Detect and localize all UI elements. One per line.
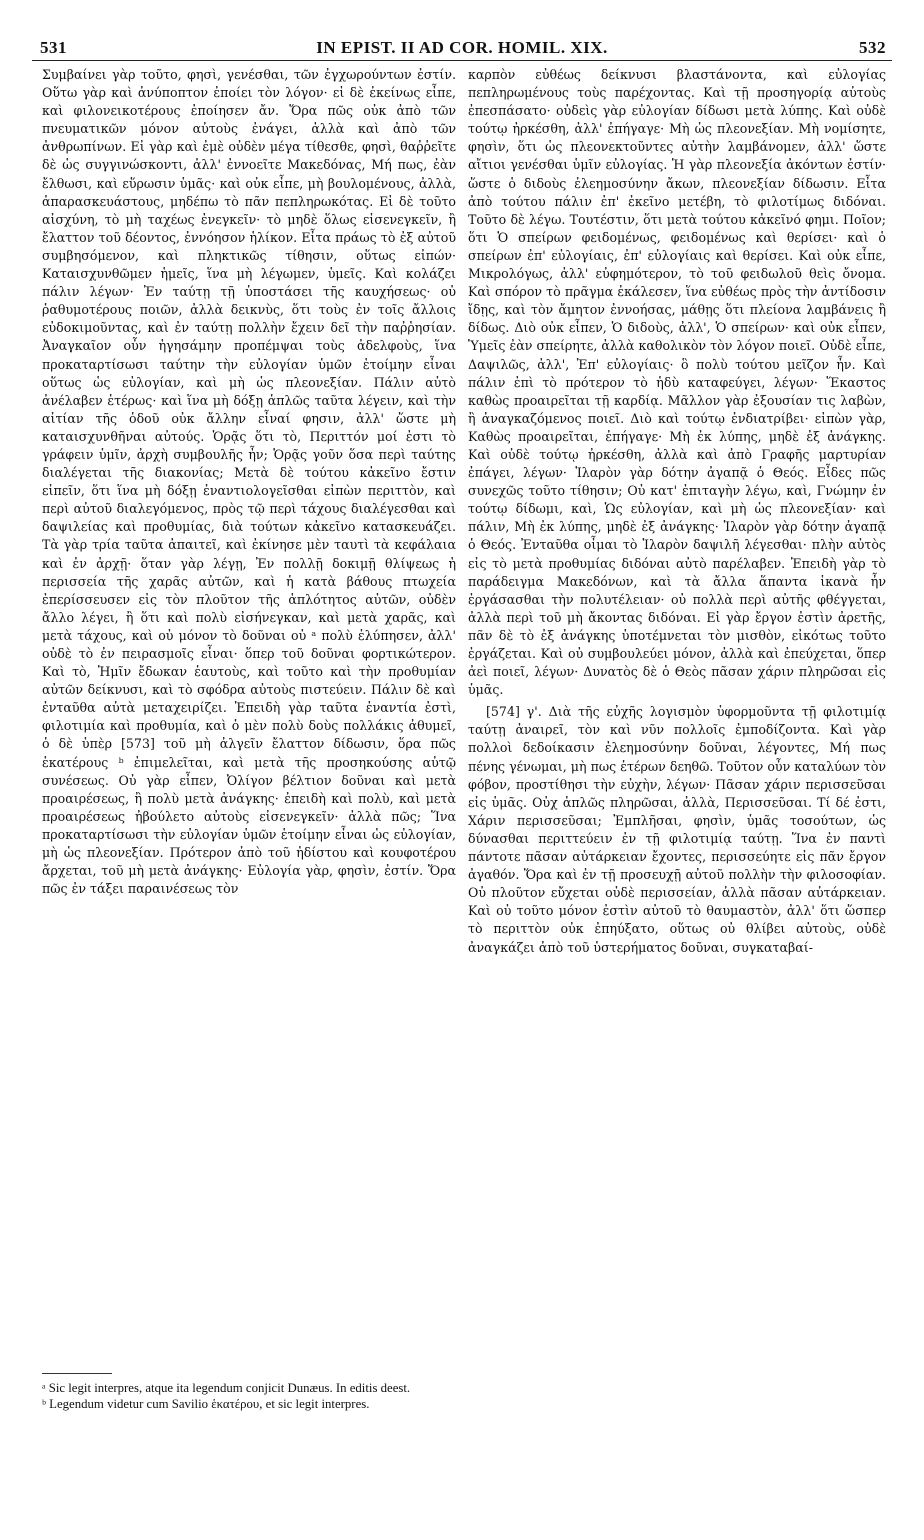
header-rule: [32, 60, 892, 61]
running-title: IN EPIST. II AD COR. HOMIL. XIX.: [316, 38, 608, 57]
footnote-rule: [42, 1373, 112, 1374]
page-number-right: 532: [859, 38, 886, 57]
right-column: [468, 66, 886, 957]
right-column-paragraph-1: καρπὸν εὐθέως δείκνυσι βλαστάνοντα, καὶ εὐλογίας πεπληρωμένους τοὺς παρέχοντας. Καὶ τῇ προσηγορίᾳ αὐτοὺς ἐπεσπάσατο· οὐδεὶς γὰρ εὐλογίαν δίδωσι μετὰ λύπης. Καὶ οὐδὲ τούτῳ ἠρκέσθη, ἀλλ' ἐπήγαγε· Μὴ ὡς πλεονεξίαν. Μὴ νομίσητε, φησὶν, ὅτι ὡς πλεονεκτοῦντες αὐτὴν λαμβάνομεν, ἀλλ' ὥστε αἴτιοι γενέσθαι ὑμῖν εὐλογίας. Ἡ γὰρ πλεονεξία ἀκόντων ἐστίν· ὥστε ὁ διδοὺς ἐλεημοσύνην ἄκων, πλεονεξίαν δίδωσιν. Εἶτα ἀπὸ τούτου πάλιν ἐπ' ἐκεῖνο μετέβη, τὸ φιλοτίμως διδόναι. Τοῦτο δὲ λέγω. Τουτέστιν, ὅτι μετὰ τούτου κἀκεῖνό φημι. Ποῖον; ὅτι Ὁ σπείρων φειδομένως, φειδομένως καὶ θερίσει· καὶ ὁ σπείρων ἐπ' εὐλογίαις, ἐπ' εὐλογίαις καὶ θερίσει. Καὶ οὐκ εἶπε, Μικρολόγως, ἀλλ' εὐφημότερον, τὸ τοῦ φειδωλοῦ θεὶς ὄνομα. Καὶ σπόρον τὸ πρᾶγμα ἐκάλεσεν, ἵνα εὐθέως πρὸς τὴν ἀντίδοσιν ἴδῃς, καὶ τὸν ἄμητον ἐννοήσας, μάθῃς ὅτι πλείονα λαμβάνεις ἢ δίδως. Διὸ οὐκ εἶπεν, Ὁ διδοὺς, ἀλλ', Ὁ σπείρων· καὶ οὐκ εἶπεν, Ὑμεῖς ἐὰν σπείρητε, ἀλλὰ καθολικὸν τὸν λόγον ποιεῖ. Οὐδὲ εἶπε, Δαψιλῶς, ἀλλ', Ἐπ' εὐλογίαις· ὃ πολὺ τούτου μεῖζον ἦν. Καὶ πάλιν ἐπὶ τὸ πρότερον τὸ ἡδὺ καταφεύγει, λέγων· Ἕκαστος καθὼς προαιρεῖται τῇ καρδίᾳ. Μᾶλλον γὰρ ἐξουσίαν τις λαβὼν, ἢ ἀναγκαζόμενος ποιεῖ. Διὸ καὶ τούτῳ ἐνδιατρίβει· εἰπὼν γὰρ, Καθὼς προαιρεῖται, ἐπήγαγε· Μὴ ἐκ λύπης, μηδὲ ἐξ ἀνάγκης. Καὶ οὐδὲ τούτῳ ἠρκέσθη, ἀλλὰ καὶ ἀπὸ Γραφῆς μαρτυρίαν ἐπάγει, λέγων· Ἱλαρὸν γὰρ δότην ἀγαπᾷ ὁ Θεός. Εἶδες πῶς συνεχῶς τοῦτο τίθησιν; Οὐ κατ' ἐπιταγὴν λέγω, καὶ, Γνώμην ἐν τούτῳ δίδωμι, καὶ, Ὡς εὐλογίαν, καὶ μὴ ὡς πλεονεξίαν· καὶ πάλιν, Μὴ ἐκ λύπης, μηδὲ ἐξ ἀνάγκης· Ἱλαρὸν γὰρ δότην ἀγαπᾷ ὁ Θεός. Ἐνταῦθα οἶμαι τὸ Ἱλαρὸν δαψιλῆ λέγεσθαι· πλὴν αὐτὸς εἰς τὸ μετὰ προθυμίας διδόναι αὐτὸ παρέλαβεν. Ἐπειδὴ γὰρ τὸ παράδειγμα Μακεδόνων, καὶ τὰ ἄλλα ἅπαντα ἱκανὰ ἦν ἐργάσασθαι τὴν πολυτέλειαν· οὐ πολλὰ περὶ αὐτῆς φθέγγεται, ἀλλὰ περὶ τοῦ μὴ ἄκοντας διδόναι. Εἰ γὰρ ἔργον ἐστὶν ἀρετῆς, πᾶν δὲ τὸ ἐξ ἀνάγκης ὑποτέμνεται τὸν μισθὸν, εἰκότως τοῦτο ἐργάζεται. Καὶ οὐ συμβουλεύει μόνον, ἀλλὰ καὶ ἐπεύχεται, ὅπερ ἀεὶ ποιεῖ, λέγων· Δυνατὸς δὲ ὁ Θεὸς πᾶσαν χάριν πληρῶσαι εἰς ὑμᾶς.: [468, 67, 886, 698]
right-column-paragraph-2: [574] γ'. Διὰ τῆς εὐχῆς λογισμὸν ὑφορμοῦντα τῇ φιλοτιμίᾳ ταύτῃ ἀναιρεῖ, τὸν καὶ νῦν πολλοῖς ἐμποδίζοντα. Καὶ γὰρ πολλοὶ δεδοίκασιν ἐλεημοσύνην δοῦναι, λέγοντες, Μή πως πένης γένωμαι, μὴ πως ἑτέρων δεηθῶ. Τοῦτον οὖν καταλύων τὸν φόβον, προστίθησι τὴν εὐχὴν, λέγων· Πᾶσαν χάριν περισσεῦσαι εἰς ὑμᾶς. Οὐχ ἁπλῶς πληρῶσαι, ἀλλὰ, Περισσεῦσαι. Τί δέ ἐστι, Χάριν περισσεῦσαι; Ἐμπλῆσαι, φησὶν, ὑμᾶς τοσούτων, ὡς δύνασθαι περιττεύειν ἐν τῇ φιλοτιμίᾳ ταύτῃ. Ἵνα ἐν παντὶ πάντοτε πᾶσαν αὐτάρκειαν ἔχοντες, περισσεύητε εἰς πᾶν ἔργον ἀγαθόν. Ὅρα καὶ ἐν τῇ προσευχῇ αὐτοῦ πολλὴν τὴν φιλοσοφίαν. Οὐ πλοῦτον εὔχεται οὐδὲ περισσείαν, ἀλλὰ πᾶσαν αὐτάρκειαν. Καὶ οὐ τοῦτο μόνον ἐστὶν αὐτοῦ τὸ θαυμαστὸν, ἀλλ' ὅτι ὥσπερ τὸ περιττὸν οὐκ ἐπηύξατο, οὕτως οὐ θλίβει αὐτοὺς, οὐδὲ ἀναγκάζει ἀπὸ τοῦ ὑστερήματος δοῦναι, συγκαταβαί-: [468, 704, 886, 955]
left-column-text: Συμβαίνει γὰρ τοῦτο, φησὶ, γενέσθαι, τῶν ἐγχωρούντων ἐστίν. Οὕτω γὰρ καὶ ἀνύποπτον ἐποίει τὸν λόγον· εἰ δὲ ἐκείνως εἶπε, καὶ φιλονεικοτέρους ἐποίησεν ἄν. Ὅρα πῶς οὐκ ἀπὸ τῶν πνευματικῶν μόνον αὐτοὺς ἐνάγει, ἀλλὰ καὶ ἀπὸ τῶν ἀνθρωπίνων. Εἰ γὰρ καὶ ἐμὲ οὐδὲν μέγα τίθεσθε, φησὶ, θαῤῥεῖτε δὲ ὡς συγγινώσκοντι, ἀλλ' ἐννοεῖτε Μακεδόνας, Μή πως, ἐὰν ἔλθωσι, καὶ εὕρωσιν ὑμᾶς· καὶ οὐκ εἶπε, μὴ βουλομένους, ἀλλὰ, ἀπαρασκευάστους, μηδέπω τὸ πᾶν πεπληρωκότας. Εἰ δὲ τοῦτο αἰσχύνη, τὸ μὴ ταχέως ἐνεγκεῖν· τὸ μηδὲ ὅλως εἰσενεγκεῖν, ἢ ἔλαττον τοῦ δέοντος, ἐννόησον ἡλίκον. Εἶτα πράως τὸ ἐξ αὐτοῦ συμβησόμενον, καὶ πληκτικῶς τίθησιν, οὕτως εἰπών· Καταισχυνθῶμεν ἡμεῖς, ἵνα μὴ λέγωμεν, ὑμεῖς. Καὶ κολάζει πάλιν λέγων· Ἐν ταύτῃ τῇ ὑποστάσει τῆς καυχήσεως· οὐ ῥαθυμοτέρους ποιῶν, ἀλλὰ δεικνὺς, ὅτι τοὺς ἐν τοῖς ἄλλοις εὐδοκιμοῦντας, καὶ ἐν ταύτῃ πολλὴν ἔχειν δεῖ τὴν παῤῥησίαν. Ἀναγκαῖον οὖν ἡγησάμην προπέμψαι τοὺς ἀδελφοὺς, ἵνα προκαταρτίσωσι ταύτην τὴν εὐλογίαν ὑμῶν ἑτοίμην εἶναι οὕτως ὡς εὐλογίαν, καὶ μὴ ὡς πλεονεξίαν. Πάλιν αὐτὸ ἀνέλαβεν ἑτέρως· καὶ ἵνα μὴ δόξῃ ἁπλῶς ταῦτα λέγειν, καὶ τὴν αἰτίαν τῆς ὁδοῦ οὐκ ἄλλην εἶναί φησιν, ἀλλ' ὥστε μὴ καταισχυνθῆναι αὐτούς. Ὁρᾷς ὅτι τὸ, Περιττόν μοί ἐστι τὸ γράφειν ὑμῖν, ἀρχὴ συμβουλῆς ἦν; Ὁρᾷς γοῦν ὅσα περὶ ταύτης διαλέγεται τῆς διακονίας; Μετὰ δὲ τούτου κἀκεῖνο ἔστιν εἰπεῖν, ὅτι ἵνα μὴ δόξῃ ἐναντιολογεῖσθαι εἰπὼν περιττὸν, καὶ περὶ αὐτοῦ διαλεγόμενος, πρὸς τῷ περὶ τάχους διαλέγεσθαι καὶ δαψιλείας καὶ προθυμίας, διὰ τούτων κἀκεῖνο κατασκευάζει. Τὰ γὰρ τρία ταῦτα ἀπαιτεῖ, καὶ ἐκίνησε μὲν ταυτὶ τὰ κεφάλαια καὶ ἐν ἀρχῇ· ὅταν γὰρ λέγῃ, Ἐν πολλῇ δοκιμῇ θλίψεως ἡ περισσεία τῆς χαρᾶς αὐτῶν, καὶ ἡ κατὰ βάθους πτωχεία ἐπερίσσευσεν εἰς τὸν πλοῦτον τῆς ἁπλότητος αὐτῶν, οὐδὲν ἄλλο λέγει, ἢ ὅτι καὶ πολὺ εἰσήνεγκαν, καὶ μετὰ χαρᾶς, καὶ μετὰ τάχους, καὶ οὐ μόνον τὸ δοῦναι οὐ ᵃ πολὺ ἐλύπησεν, ἀλλ' οὐδὲ τὸ ἐν πειρασμοῖς εἶναι· ὅπερ τοῦ δοῦναι φορτικώτερον. Καὶ τὸ, Ἡμῖν ἔδωκαν ἑαυτοὺς, καὶ τοῦτο καὶ τὴν προθυμίαν αὐτῶν δείκνυσι, καὶ τὸ σφόδρα αὐτοὺς πιστεύειν. Πάλιν δὲ καὶ ἐνταῦθα αὐτὰ μεταχειρίζει. Ἐπειδὴ γὰρ ταῦτα ἐναντία ἐστὶ, φιλοτιμία καὶ προθυμία, καὶ ὁ μὲν πολὺ δοὺς πολλάκις ἀθυμεῖ, ὁ δὲ ὑπὲρ [573] τοῦ μὴ ἀλγεῖν ἔλαττον δίδωσιν, ὅρα πῶς ἑκατέρους ᵇ ἐπιμελεῖται, καὶ μετὰ τῆς προσηκούσης αὐτῷ συνέσεως. Οὐ γὰρ εἶπεν, Ὀλίγον βέλτιον δοῦναι καὶ μετὰ προαιρέσεως, ἢ πολὺ μετὰ ἀνάγκης· ἐπειδὴ καὶ πολὺ, καὶ μετὰ προαιρέσεως ἠβούλετο αὐτοὺς εἰσενεγκεῖν· ἀλλὰ πῶς; Ἵνα προκαταρτίσωσι τὴν εὐλογίαν ὑμῶν ἑτοίμην εἶναι ὡς εὐλογίαν, μὴ ὡς πλεονεξίαν. Πρότερον ἀπὸ τοῦ ἡδίστου καὶ κουφοτέρου ἄρχεται, τοῦ μὴ μετὰ ἀνάγκης· Εὐλογία γὰρ, φησὶν, ἐστίν. Ὅρα πῶς ἐν τάξει παραινέσεως τὸν: [42, 67, 456, 897]
footnote-b: ᵇ Legendum videtur cum Savilio ἑκατέρου, et sic legit interpres.: [42, 1397, 370, 1411]
page-number-left: 531: [40, 38, 67, 57]
footnotes: [42, 1380, 456, 1412]
footnote-a: ᵃ Sic legit interpres, atque ita legendum conjicit Dunæus. In editis deest.: [42, 1381, 411, 1395]
left-column: [42, 66, 456, 898]
running-head: [30, 38, 894, 60]
